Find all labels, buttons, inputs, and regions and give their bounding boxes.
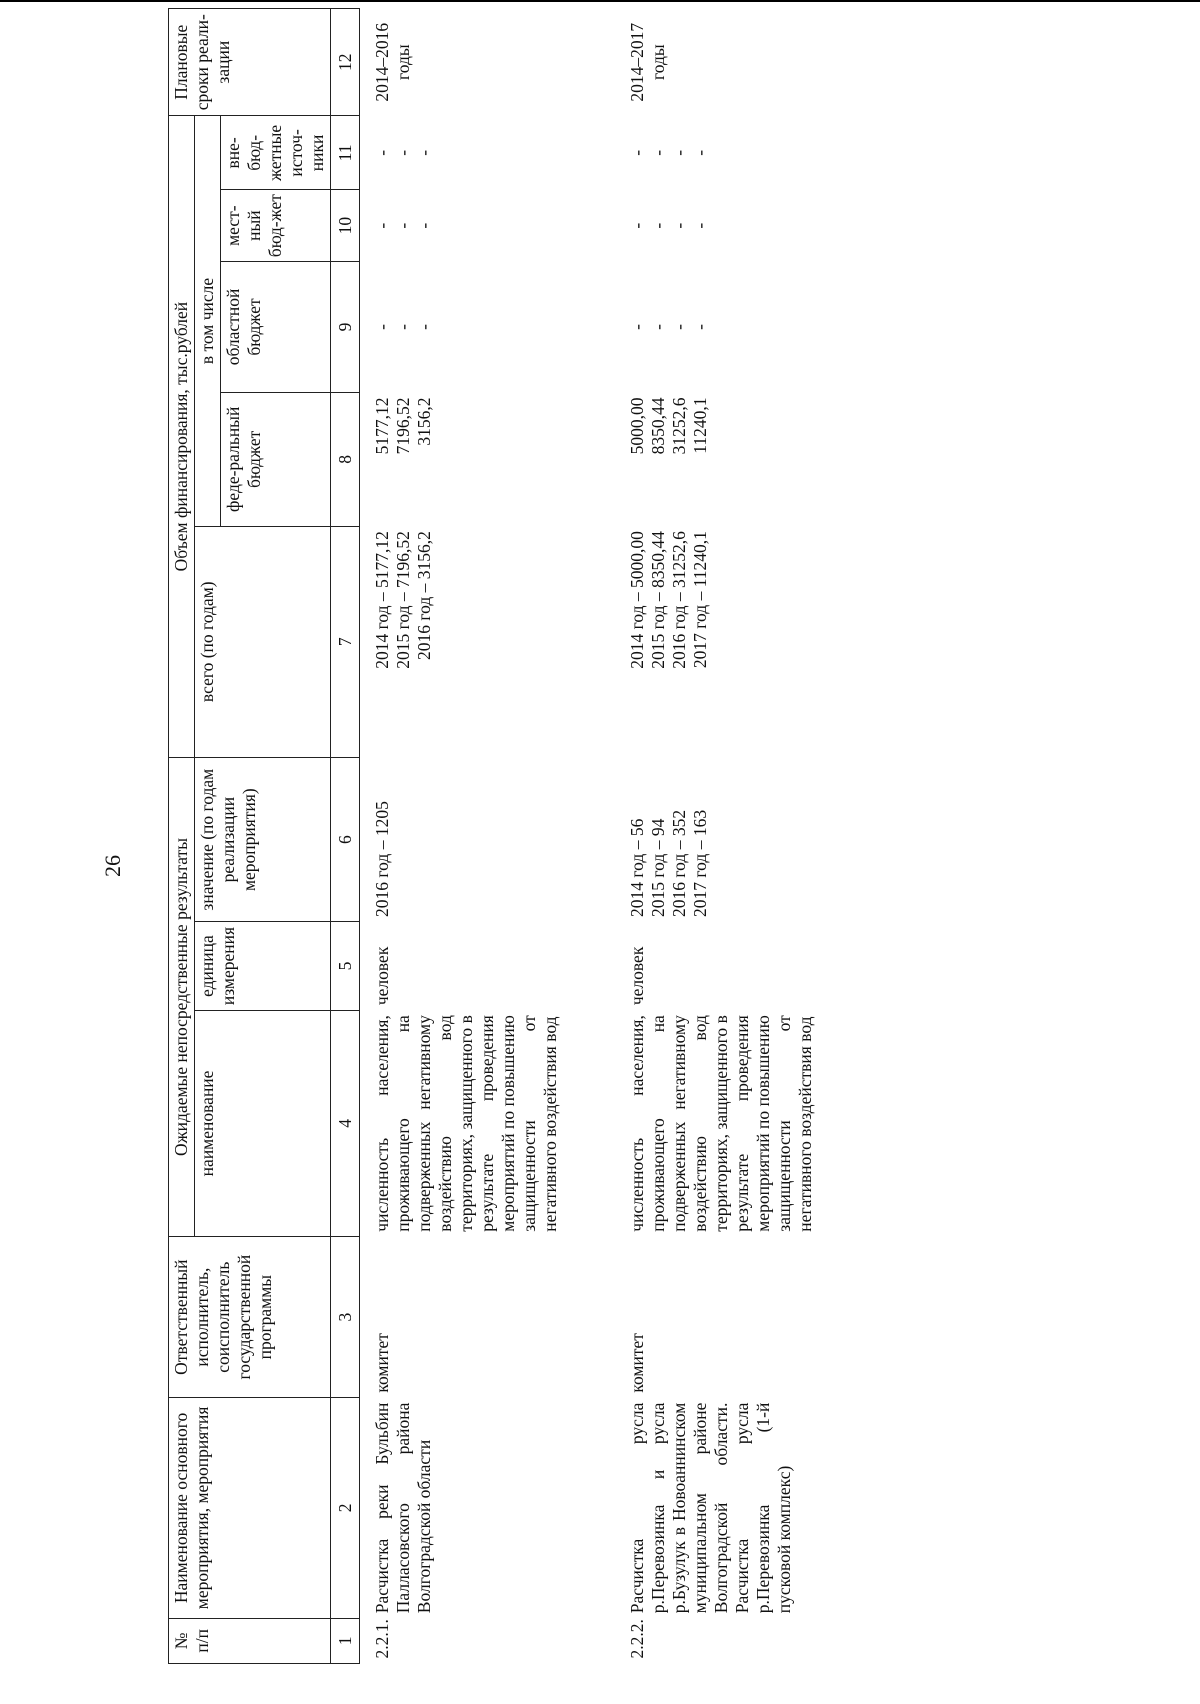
header-num: № п/п	[169, 1618, 331, 1663]
extra-budget	[615, 116, 816, 190]
header-funding: Объем финансирования, тыс.рублей	[169, 116, 195, 757]
measure-name: Расчистка русла р.Перевозинка и русла р.Бузулук в Новоаннинском муниципальном районе Волгоградской области. Расчистка русла р.Перевозинка (1-й пусковой комплекс)	[627, 1402, 794, 1614]
extra-line: -	[669, 149, 689, 156]
extra-line: -	[627, 149, 647, 156]
total-line: 2015 год – 7196,52	[393, 531, 413, 669]
local-line: -	[690, 222, 710, 229]
federal-line: 8350,44	[648, 397, 668, 455]
col-number: 5	[331, 922, 360, 1010]
page-number: 26	[100, 855, 125, 877]
result-name: численность населения, проживающего на подверженных негативному воздействию вод территориях, защищенного в результате проведения мероприятий по повышению защищенности от негативного воздействия вод	[372, 1015, 560, 1232]
header-federal: феде-ральный бюджет	[221, 393, 331, 527]
regional-line: -	[669, 324, 689, 330]
header-responsible: Ответственный исполнитель, соисполнитель государственной программы	[169, 1237, 331, 1398]
row-spacer	[561, 9, 615, 1664]
extra-line: -	[393, 149, 413, 156]
header-name: Наименование основного мероприятия, мероприятия	[169, 1398, 331, 1619]
total-line: 2017 год – 11240,1	[690, 531, 710, 669]
planned-terms: 2014–2017 годы	[627, 22, 668, 102]
col-number: 7	[331, 526, 360, 757]
extra-budget	[360, 116, 562, 190]
local-line: -	[648, 222, 668, 229]
measure-name: Расчистка реки Бульбин Палласовского района Волгоградской области	[372, 1402, 434, 1614]
header-exp-value: значение (по годам реализации мероприятия)	[195, 757, 331, 922]
federal-line: 5177,12	[372, 397, 392, 455]
local-line: -	[627, 222, 647, 229]
local-line: -	[414, 222, 434, 229]
extra-line: -	[414, 149, 434, 156]
regional-line: -	[648, 324, 668, 330]
federal-line: 31252,6	[669, 397, 689, 455]
col-number: 4	[331, 1010, 360, 1237]
header-regional: областной бюджет	[221, 261, 331, 392]
responsible-executor: комитет	[627, 1333, 647, 1393]
row-number: 2.2.2.	[627, 1619, 647, 1659]
responsible-executor: комитет	[372, 1333, 392, 1393]
value-line: 2017 год – 163	[690, 809, 710, 917]
values-by-year	[360, 757, 562, 922]
federal-line: 3156,2	[414, 397, 434, 446]
local-budget	[360, 190, 562, 262]
regional-line: -	[414, 324, 434, 330]
value-line: 2015 год – 94	[648, 818, 668, 917]
header-local: мест-ный бюд-жет	[221, 190, 331, 262]
federal-line: 5000,00	[627, 397, 647, 455]
local-line: -	[393, 222, 413, 229]
federal-line: 11240,1	[690, 397, 710, 454]
regional-budget	[615, 261, 816, 392]
federal-line: 7196,52	[393, 397, 413, 455]
unit: человек	[372, 946, 392, 1006]
total-line: 2016 год – 31252,6	[669, 531, 689, 669]
col-number: 6	[331, 757, 360, 922]
col-number: 2	[331, 1398, 360, 1619]
regional-line: -	[393, 324, 413, 330]
header-exp-name: наименование	[195, 1010, 331, 1237]
total-by-year	[360, 526, 562, 757]
value-line: 2014 год – 56	[627, 818, 647, 917]
total-line: 2014 год – 5177,12	[372, 531, 392, 669]
total-line: 2016 год – 3156,2	[414, 531, 434, 660]
table-row	[615, 9, 816, 1664]
value-line: 2016 год – 352	[669, 809, 689, 917]
values-by-year	[615, 757, 816, 922]
local-line: -	[372, 222, 392, 229]
col-number: 8	[331, 393, 360, 527]
local-budget	[615, 190, 816, 262]
header-terms: Плановые сроки реали-зации	[169, 9, 331, 116]
result-name: численность населения, проживающего на подверженных негативному воздействию вод территориях, защищенного в результате проведения мероприятий по повышению защищенности от негативного воздействия вод	[627, 1015, 815, 1232]
header-extra: вне-бюд-жетные источ-ники	[221, 116, 331, 190]
local-line: -	[669, 222, 689, 229]
col-number: 3	[331, 1237, 360, 1398]
col-number: 1	[331, 1618, 360, 1663]
total-by-year	[615, 526, 816, 757]
header-expected: Ожидаемые непосредственные результаты	[169, 757, 195, 1236]
col-number: 12	[331, 9, 360, 116]
value-line: 2016 год – 1205	[372, 801, 392, 917]
regional-line: -	[372, 324, 392, 330]
col-number: 10	[331, 190, 360, 262]
header-exp-unit: единица измерения	[195, 922, 331, 1010]
regional-line: -	[627, 324, 647, 330]
regional-line: -	[690, 324, 710, 330]
unit: человек	[627, 946, 647, 1006]
col-number: 9	[331, 261, 360, 392]
extra-line: -	[648, 149, 668, 156]
regional-budget	[360, 261, 562, 392]
table-row	[360, 9, 562, 1664]
planned-terms: 2014–2016 годы	[372, 22, 413, 102]
header-incl: в том числе	[195, 116, 221, 526]
federal-budget	[615, 393, 816, 527]
federal-budget	[360, 393, 562, 527]
extra-line: -	[690, 149, 710, 156]
header-total: всего (по годам)	[195, 526, 331, 757]
column-numbers-row	[331, 9, 360, 1664]
total-line: 2014 год – 5000,00	[627, 531, 647, 669]
total-line: 2015 год – 8350,44	[648, 531, 668, 669]
measures-table	[168, 8, 816, 1664]
col-number: 11	[331, 116, 360, 190]
row-number: 2.2.1.	[372, 1619, 392, 1659]
extra-line: -	[372, 149, 392, 156]
